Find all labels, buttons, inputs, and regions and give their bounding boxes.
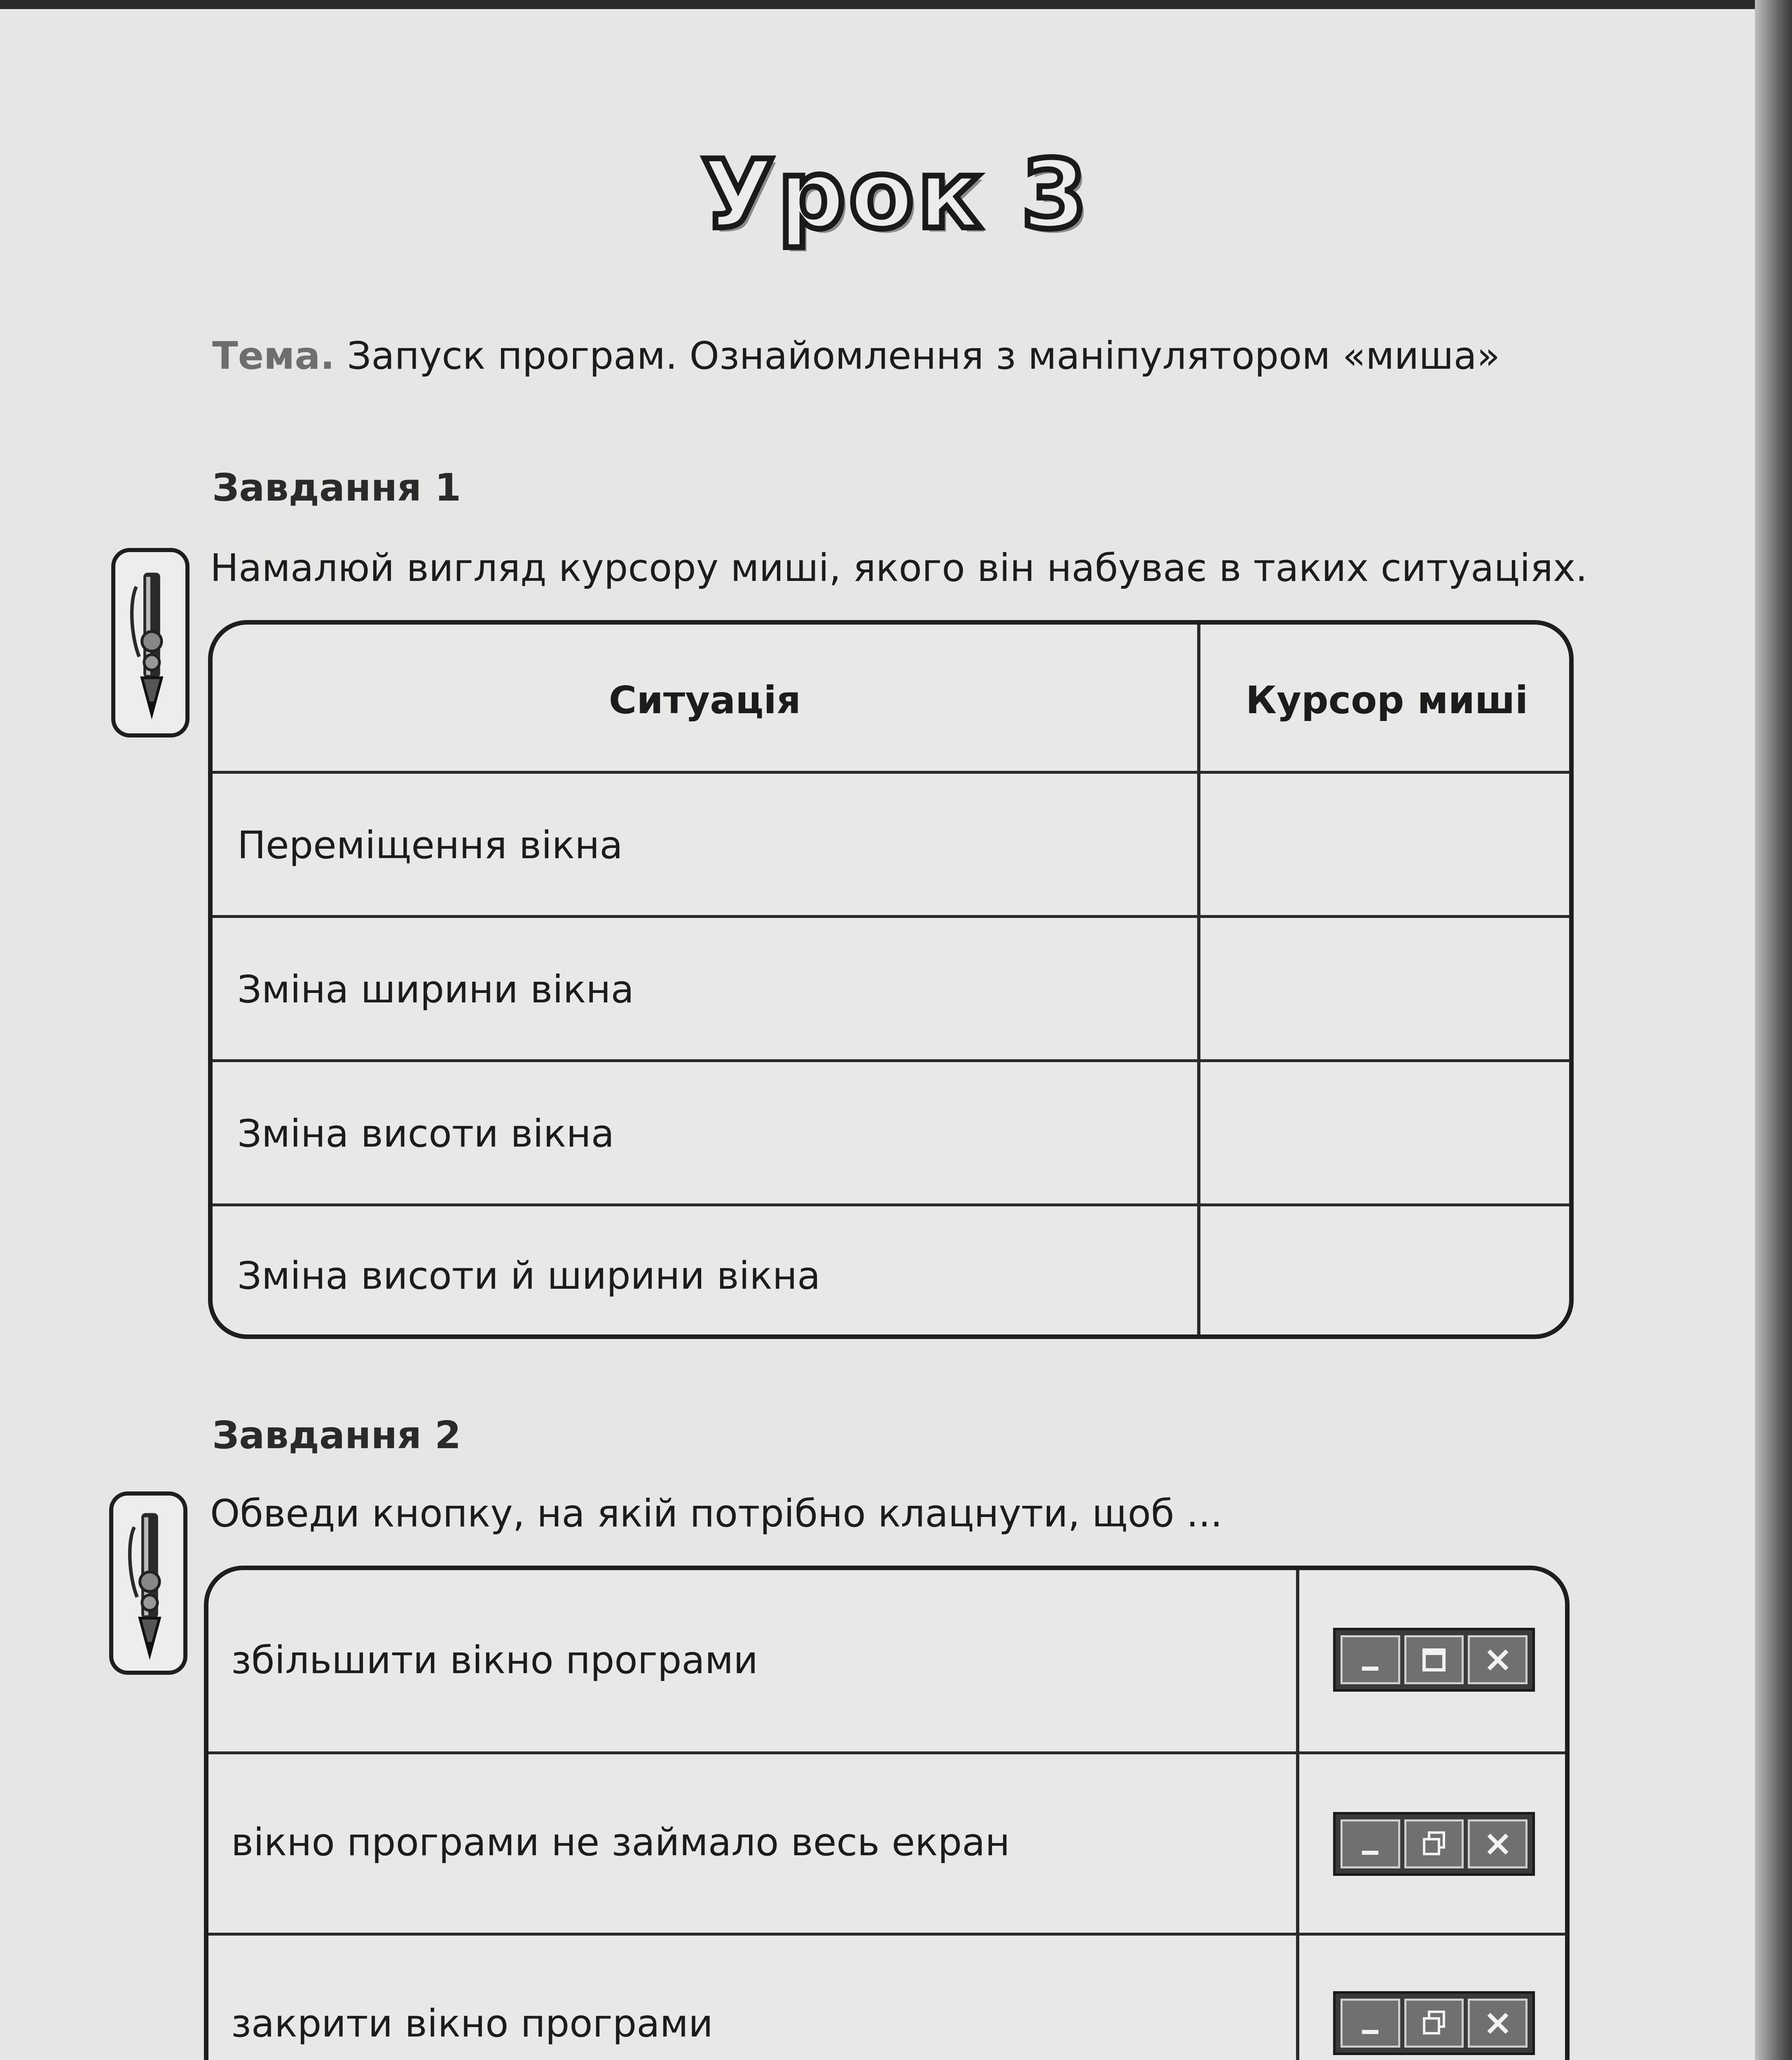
table-row [213, 1203, 1569, 1339]
table-row [208, 1933, 1565, 2060]
minimize-button[interactable] [1340, 1999, 1400, 2048]
cursor-table [208, 620, 1574, 1339]
situation-change-height-width: Зміна висоти й ширини вікна [237, 1254, 821, 1298]
close-button[interactable] [1468, 1819, 1528, 1868]
cursor-draw-cell[interactable] [1200, 918, 1573, 1059]
cursor-draw-cell[interactable] [1200, 774, 1573, 915]
situation-change-width: Зміна ширини вікна [237, 967, 634, 1011]
window-controls [1333, 1812, 1535, 1876]
minimize-button[interactable] [1340, 1635, 1400, 1684]
table-row [208, 1751, 1565, 1933]
close-button[interactable] [1468, 1635, 1528, 1684]
task2-instruction: Обведи кнопку, на якій потрібно клацнути, щоб ... [210, 1491, 1223, 1536]
cursor-draw-cell[interactable] [1200, 1062, 1573, 1203]
maximize-button[interactable] [1404, 1635, 1464, 1684]
window-buttons-table [204, 1566, 1570, 2060]
close-button[interactable] [1468, 1999, 1528, 2048]
lesson-title: Урок 3 [701, 140, 1091, 250]
situation-move-window: Переміщення вікна [237, 823, 623, 867]
action-restore: вікно програми не займало весь екран [231, 1820, 1010, 1864]
window-controls [1333, 1991, 1535, 2055]
restore-button[interactable] [1404, 1999, 1464, 2048]
task1-instruction: Намалюй вигляд курсору миші, якого він набуває в таких ситуаціях. [210, 546, 1588, 590]
table-row [213, 771, 1569, 915]
task2-heading: Завдання 2 [212, 1413, 461, 1457]
topic-text: Запуск програм. Ознайомлення з маніпулятором «миша» [347, 334, 1500, 378]
page-right-edge [1755, 0, 1792, 2060]
action-close: закрити вікно програми [231, 2001, 713, 2046]
action-maximize: збільшити вікно програми [231, 1638, 758, 1682]
page-top-edge [0, 0, 1792, 9]
header-cursor: Курсор миші [1245, 678, 1528, 722]
window-controls [1333, 1628, 1535, 1692]
task1-heading: Завдання 1 [212, 466, 461, 510]
cursor-draw-cell[interactable] [1200, 1206, 1573, 1339]
table-row [208, 1570, 1565, 1751]
topic-line [212, 334, 1500, 378]
table-row [213, 1059, 1569, 1203]
restore-button[interactable] [1404, 1819, 1464, 1868]
table-header-row [213, 625, 1569, 771]
table-row [213, 915, 1569, 1059]
header-situation: Ситуація [608, 678, 801, 722]
topic-label: Тема. [212, 334, 335, 378]
minimize-button[interactable] [1340, 1819, 1400, 1868]
pencil-icon [109, 1491, 187, 1675]
situation-change-height: Зміна висоти вікна [237, 1112, 615, 1156]
pencil-icon [111, 548, 189, 737]
